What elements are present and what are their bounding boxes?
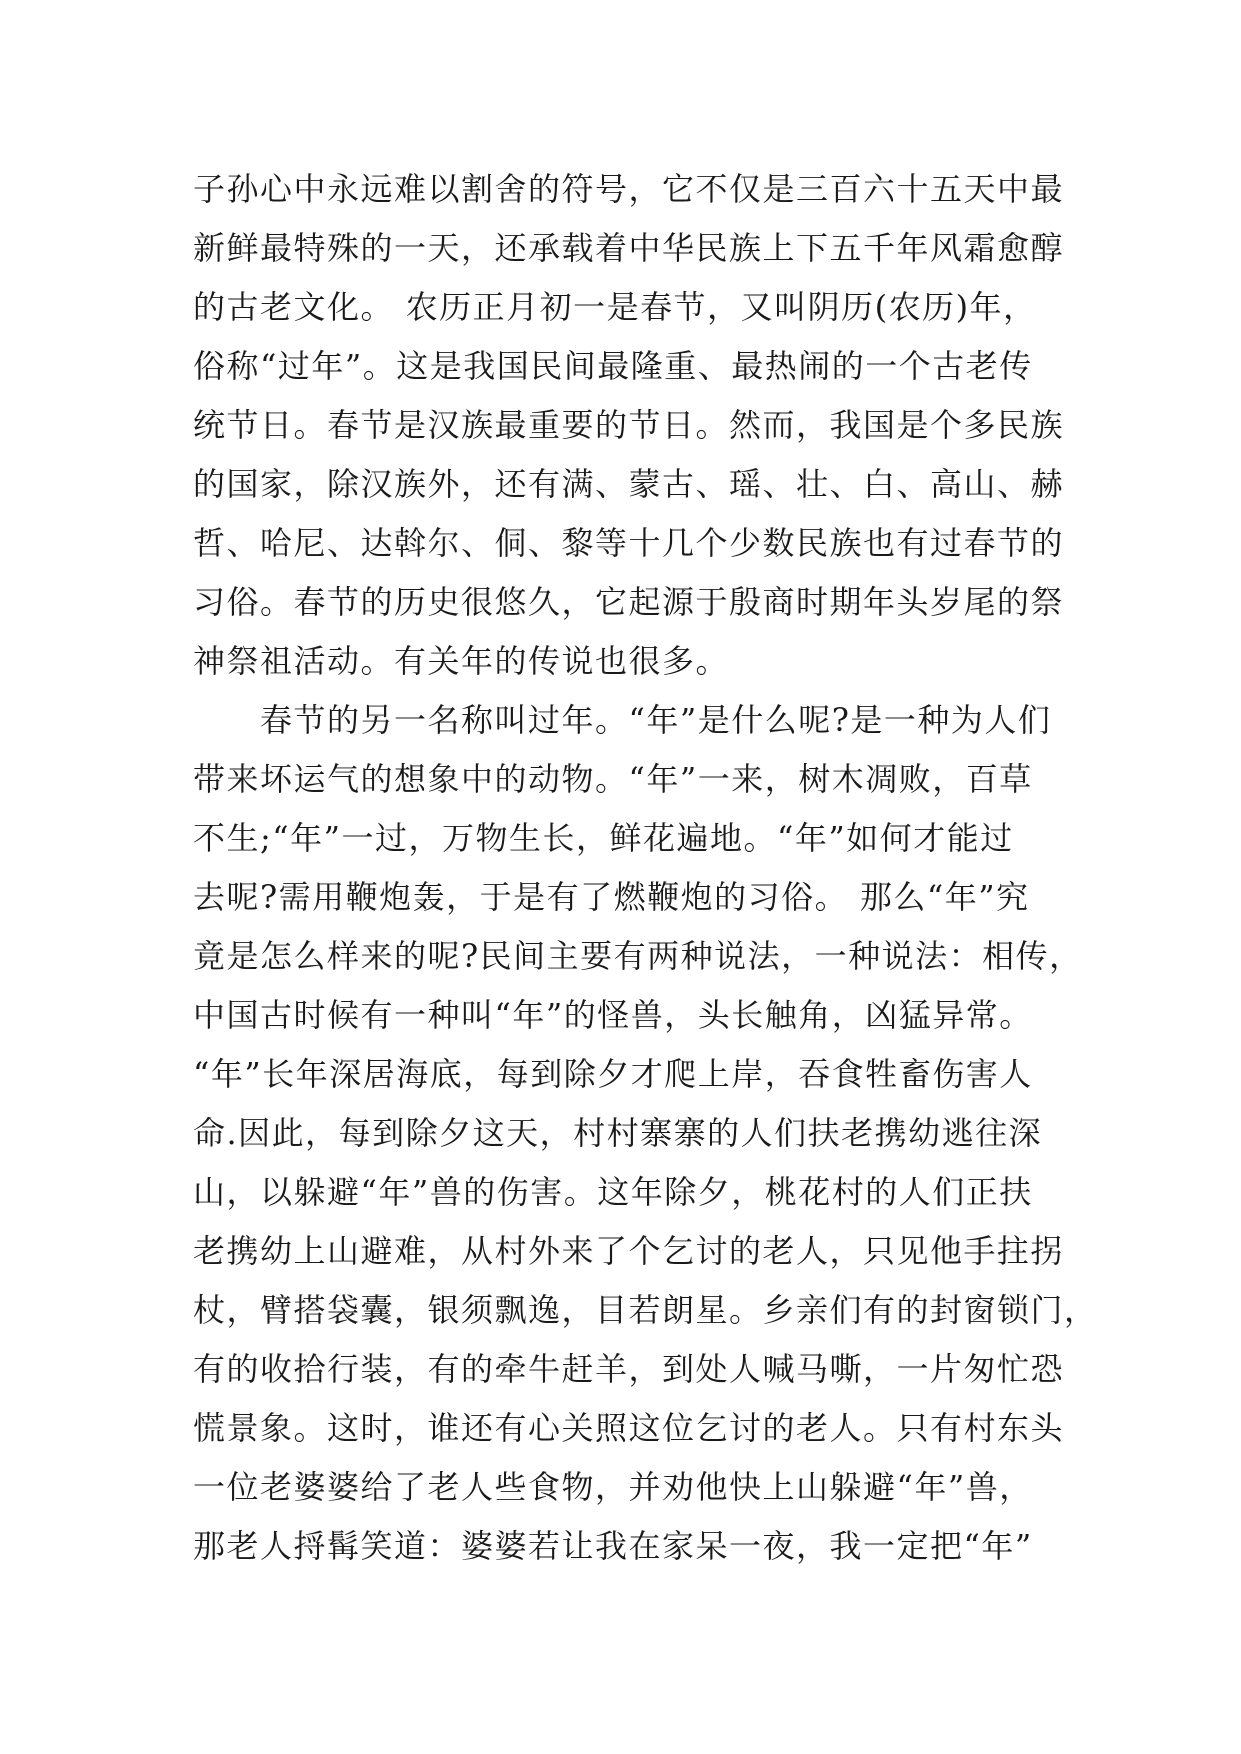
text-line: 哲、哈尼、达斡尔、侗、黎等十几个少数民族也有过春节的 [193,524,1065,562]
text-line: 不生;“年”一过，万物生长，鲜花遍地。“年”如何才能过 [193,819,1014,857]
text-line: 的国家，除汉族外，还有满、蒙古、瑶、壮、白、高山、赫 [193,465,1065,503]
text-line: 统节日。春节是汉族最重要的节日。然而，我国是个多民族 [193,406,1065,444]
text-line: 老携幼上山避难，从村外来了个乞讨的老人，只见他手拄拐 [193,1232,1065,1270]
text-line: “年”长年深居海底，每到除夕才爬上岸，吞食牲畜伤害人 [193,1055,1033,1093]
text-line: 俗称“过年”。这是我国民间最隆重、最热闹的一个古老传 [193,347,1033,385]
body-text [193,160,1098,1576]
text-line: 子孙心中永远难以割舍的符号，它不仅是三百六十五天中最 [193,170,1065,208]
text-line: 命.因此，每到除夕这天，村村寨寨的人们扶老携幼逃往深 [193,1114,1043,1152]
text-line: 山，以躲避“年”兽的伤害。这年除夕，桃花村的人们正扶 [193,1173,1033,1211]
text-line: 神祭祖活动。有关年的传说也很多。 [193,642,730,680]
text-line: 中国古时候有一种叫“年”的怪兽，头长触角，凶猛异常。 [193,996,1033,1034]
text-line: 有的收拾行装，有的牵牛赶羊，到处人喊马嘶，一片匆忙恐 [193,1350,1065,1388]
text-line: 去呢?需用鞭炮轰，于是有了燃鞭炮的习俗。 那么“年”究 [193,878,1030,916]
text-line: 春节的另一名称叫过年。“年”是什么呢?是一种为人们 [193,701,1052,739]
text-line: 竟是怎么样来的呢?民间主要有两种说法，一种说法：相传， [193,937,1083,975]
text-line: 新鲜最特殊的一天，还承载着中华民族上下五千年风霜愈醇 [193,229,1065,267]
text-line: 带来坏运气的想象中的动物。“年”一来，树木凋败，百草 [193,760,1033,798]
text-line: 的古老文化。 农历正月初一是春节，又叫阴历(农历)年， [193,288,1037,326]
text-line: 慌景象。这时，谁还有心关照这位乞讨的老人。只有村东头 [193,1409,1065,1447]
text-line: 一位老婆婆给了老人些食物，并劝他快上山躲避“年”兽， [193,1468,1033,1506]
text-line: 习俗。春节的历史很悠久，它起源于殷商时期年头岁尾的祭 [193,583,1065,621]
text-line: 杖，臂搭袋囊，银须飘逸，目若朗星。乡亲们有的封窗锁门， [193,1291,1098,1329]
text-line: 那老人捋髯笑道：婆婆若让我在家呆一夜，我一定把“年” [193,1527,1033,1565]
